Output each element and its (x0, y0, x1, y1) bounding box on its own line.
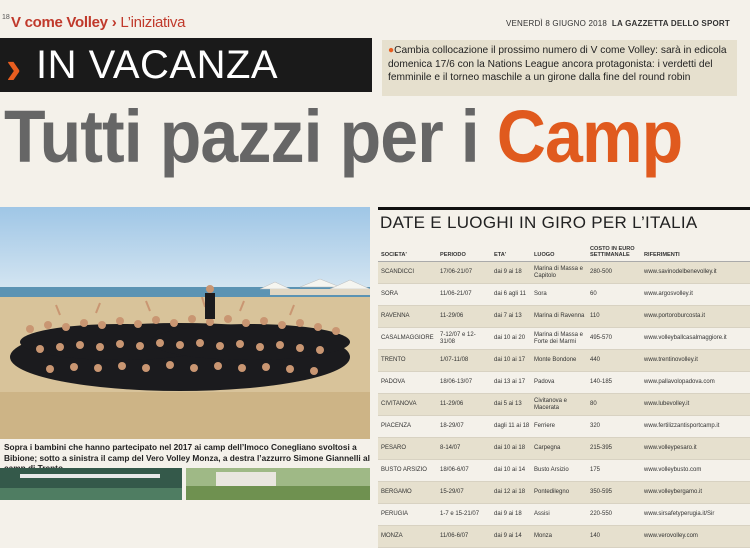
table-cell: dai 5 ai 13 (492, 394, 532, 416)
camp-group-photo (0, 207, 370, 439)
table-cell: Padova (532, 372, 588, 394)
table-cell: SCANDICCI (378, 262, 438, 284)
table-cell: 350-595 (588, 482, 642, 504)
table-cell: PADOVA (378, 372, 438, 394)
chevron-right-icon: › (111, 14, 117, 31)
photo-illustration (0, 207, 370, 439)
table-row (378, 350, 750, 372)
table-cell: dai 13 ai 17 (492, 372, 532, 394)
reference-link[interactable]: www.volleyballcasalmaggiore.it (642, 328, 750, 350)
table-row (378, 394, 750, 416)
section-name[interactable]: V come Volley (11, 14, 108, 31)
table-cell: 18-29/07 (438, 416, 492, 438)
table-cell: Busto Arsizio (532, 460, 588, 482)
table-cell: 80 (588, 394, 642, 416)
table-cell: 17/06-21/07 (438, 262, 492, 284)
table-cell: dai 10 ai 17 (492, 350, 532, 372)
table-row (378, 438, 750, 460)
table-cell: 220-550 (588, 504, 642, 526)
table-cell: 495-570 (588, 328, 642, 350)
headline (4, 95, 683, 178)
table-cell: 110 (588, 306, 642, 328)
table-cell: Sora (532, 284, 588, 306)
table-header-row (378, 237, 750, 262)
table-cell: 140 (588, 526, 642, 548)
table-cell: PESARO (378, 438, 438, 460)
table-cell: TRENTO (378, 350, 438, 372)
table-cell: 215-395 (588, 438, 642, 460)
table-cell: 60 (588, 284, 642, 306)
table-cell: Civitanova e Macerata (532, 394, 588, 416)
reference-link[interactable]: www.sirsafetyperugia.it/Sir (642, 504, 750, 526)
table-cell: RAVENNA (378, 306, 438, 328)
bullet-icon: ● (388, 45, 395, 56)
table-cell: dai 9 ai 14 (492, 526, 532, 548)
monza-camp-photo (0, 468, 182, 500)
reference-link[interactable]: www.savinodelbenevolley.it (642, 262, 750, 284)
chevron-icon: › (6, 41, 22, 93)
section-banner (0, 38, 372, 92)
table-cell: dai 10 ai 20 (492, 328, 532, 350)
table-cell: Marina di Ravenna (532, 306, 588, 328)
section-rule (378, 207, 750, 210)
table-cell: dagli 11 ai 18 (492, 416, 532, 438)
column-header: LUOGO (532, 237, 588, 262)
table-cell: 15-29/07 (438, 482, 492, 504)
headline-highlight: Camp (496, 95, 683, 178)
table-cell: dai 7 ai 13 (492, 306, 532, 328)
promo-text: Cambia collocazione il prossimo numero di V come Volley: sarà in edicola domenica 17/6 con la Nations League ancora protagonista: i verdetti del femminile e il torneo maschile a un girone dalla fine del round robin (388, 45, 727, 83)
reference-link[interactable]: www.lubevolley.it (642, 394, 750, 416)
table-cell: Ferriere (532, 416, 588, 438)
table-cell: Carpegna (532, 438, 588, 460)
reference-link[interactable]: www.volleybusto.com (642, 460, 750, 482)
reference-link[interactable]: www.portoroburcosta.it (642, 306, 750, 328)
table-row (378, 372, 750, 394)
table-cell: CIVITANOVA (378, 394, 438, 416)
table-cell: SORA (378, 284, 438, 306)
table-row (378, 262, 750, 284)
table-row (378, 526, 750, 548)
newspaper-name: LA GAZZETTA DELLO SPORT (611, 19, 730, 28)
table-row (378, 306, 750, 328)
table-cell: Marina di Massa e Capitolo (532, 262, 588, 284)
section-kicker (11, 14, 185, 31)
table-cell: Marina di Massa e Forte dei Marmi (532, 328, 588, 350)
table-cell: 440 (588, 350, 642, 372)
table-cell: dai 6 agli 11 (492, 284, 532, 306)
table-row (378, 328, 750, 350)
table-cell: 320 (588, 416, 642, 438)
table-cell: 18/06-6/07 (438, 460, 492, 482)
table-cell: 1-7 e 15-21/07 (438, 504, 492, 526)
table-cell: 1/07-11/08 (438, 350, 492, 372)
table-cell: Pontedilegno (532, 482, 588, 504)
column-header: PERIODO (438, 237, 492, 262)
banner-title: IN VACANZA (36, 43, 279, 87)
dateline (506, 19, 730, 28)
table-cell: 7-12/07 e 12-31/08 (438, 328, 492, 350)
table-body (378, 262, 750, 548)
reference-link[interactable]: www.trentinovolley.it (642, 350, 750, 372)
reference-link[interactable]: www.verovolley.com (642, 526, 750, 548)
table-cell: dai 9 ai 18 (492, 504, 532, 526)
table-cell: Assisi (532, 504, 588, 526)
table-row (378, 284, 750, 306)
table-cell: 8-14/07 (438, 438, 492, 460)
table-row (378, 416, 750, 438)
table-cell: MONZA (378, 526, 438, 548)
reference-link[interactable]: www.volleybergamo.it (642, 482, 750, 504)
headline-main: Tutti pazzi per i (4, 95, 497, 178)
table-row (378, 504, 750, 526)
column-header: RIFERIMENTI (642, 237, 750, 262)
column-header: ETA' (492, 237, 532, 262)
column-header: SOCIETA' (378, 237, 438, 262)
table-cell: 11-29/06 (438, 394, 492, 416)
table-cell: 175 (588, 460, 642, 482)
page-number: 18 (2, 14, 10, 21)
reference-link[interactable]: www.fertilizzantisportcamp.it (642, 416, 750, 438)
table-cell: 11-29/06 (438, 306, 492, 328)
date-text: VENERDÌ 8 GIUGNO 2018 (505, 19, 608, 28)
table-cell: PIACENZA (378, 416, 438, 438)
promo-box (382, 40, 737, 96)
reference-link[interactable]: www.argosvolley.it (642, 284, 750, 306)
trento-camp-photo (186, 468, 370, 500)
table-title: DATE E LUOGHI IN GIRO PER L’ITALIA (380, 213, 698, 232)
photo-illustration (186, 468, 370, 500)
reference-link[interactable]: www.volleypesaro.it (642, 438, 750, 460)
table-cell: dai 9 ai 18 (492, 262, 532, 284)
table-cell: 11/06-6/07 (438, 526, 492, 548)
table-cell: BERGAMO (378, 482, 438, 504)
table-cell: PERUGIA (378, 504, 438, 526)
table-cell: Monte Bondone (532, 350, 588, 372)
table-cell: 140-185 (588, 372, 642, 394)
camp-table-section (378, 207, 750, 540)
page-header (0, 0, 750, 34)
table-cell: dai 10 ai 14 (492, 460, 532, 482)
subsection-name: L’iniziativa (120, 14, 186, 31)
table-cell: BUSTO ARSIZIO (378, 460, 438, 482)
table-cell: 11/06-21/07 (438, 284, 492, 306)
photo-illustration (0, 468, 182, 500)
table-cell: dai 12 ai 18 (492, 482, 532, 504)
column-header: COSTO IN EURO SETTIMANALE (588, 237, 642, 262)
table-cell: 18/06-13/07 (438, 372, 492, 394)
table-cell: Monza (532, 526, 588, 548)
table-row (378, 460, 750, 482)
table-cell: 280-500 (588, 262, 642, 284)
camp-table (378, 237, 750, 548)
table-cell: dai 10 ai 18 (492, 438, 532, 460)
photo-caption: Sopra i bambini che hanno partecipato nel 2017 ai camp dell’Imoco Conegliano svoltosi a Bibione; sotto a sinistra il camp del Vero Volley Monza, a destra l’azzurro Simone Giannelli al (4, 442, 370, 463)
table-cell: CASALMAGGIORE (378, 328, 438, 350)
table-row (378, 482, 750, 504)
reference-link[interactable]: www.pallavolopadova.com (642, 372, 750, 394)
